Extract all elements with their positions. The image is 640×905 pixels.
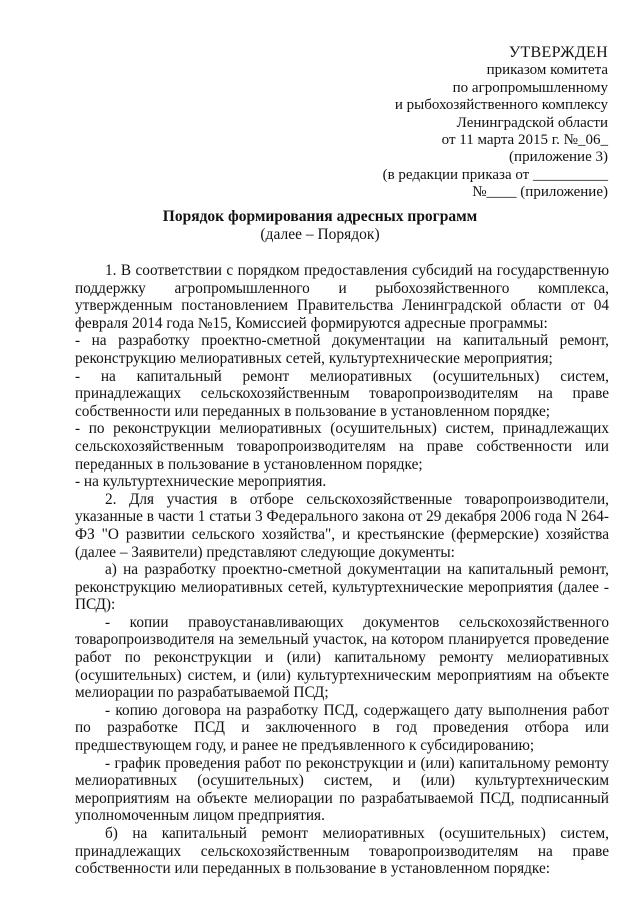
approval-line: №____ (приложение) (472, 184, 608, 201)
paragraph: б) на капитальный ремонт мелиоративных (осушительных) систем, принадлежащих сельскохозяйственным товаропроизводителям на праве собственности или переданных в пользование в установленном порядке: (75, 825, 609, 878)
list-item: - на разработку проектно-сметной документации на капитальный ремонт, реконструкцию мелиоративных сетей, культуртехнические мероприятия; (75, 332, 609, 367)
approval-line: Ленинградской области (456, 114, 608, 131)
approval-heading: УТВЕРЖДЕН (508, 44, 608, 61)
document-body (75, 262, 609, 878)
approval-line: от 11 марта 2015 г. №_06_ (441, 132, 608, 149)
approval-line: по агропромышленному (452, 79, 608, 96)
list-item: - копию договора на разработку ПСД, содержащего дату выполнения работ по разработке ПСД и заключенного в год проведения отбора или предшествующем году, и ранее не предъявленного к субсидированию; (75, 701, 609, 755)
paragraph: 2. Для участия в отборе сельскохозяйственные товаропроизводители, указанные в части 1 статьи 3 Федерального закона от 29 декабря 2006 года N 264-ФЗ "О развитии сельского хозяйства", и крестьянские (фермерские) хозяйства (далее – Заявители) представляют следующие документы: (75, 490, 609, 561)
approval-line: (в редакции приказа от __________ (382, 166, 608, 183)
approval-line: и рыбохозяйственного комплексу (394, 97, 608, 114)
list-item: - по реконструкции мелиоративных (осушительных) систем, принадлежащих сельскохозяйственным товаропроизводителям на праве собственности или переданных в пользование в установленном порядке; (75, 420, 609, 473)
document-title: Порядок формирования адресных программ (162, 208, 478, 225)
list-item: - копии правоустанавливающих документов сельскохозяйственного товаропроизводителя на земельный участок, на котором планируется проведение работ по реконструкции и (или) капитальному ремонту мелиоративных (осушительных) систем, и (или) культуртехническим мероприятиям на объекте мелиорации по разрабатываемой ПСД; (75, 613, 609, 702)
list-item: - график проведения работ по реконструкции и (или) капитальному ремонту мелиоративных (осушительных) систем, и (или) культуртехническим мероприятиям на объекте мелиорации по разрабатываемой ПСД, подписанный уполномоченным лицом предприятия. (75, 754, 609, 825)
title-block (0, 208, 640, 244)
approval-stamp (383, 44, 608, 202)
list-item: - на культуртехнические мероприятия. (75, 473, 327, 491)
approval-line: приказом комитета (486, 62, 608, 79)
approval-line: (приложение 3) (509, 149, 608, 166)
paragraph: а) на разработку проектно-сметной документации на капитальный ремонт, реконструкцию мелиоративных сетей, культуртехнические мероприятия (далее - ПСД): (75, 561, 609, 614)
paragraph: 1. В соответствии с порядком предоставления субсидий на государственную поддержку агропромышленного и рыбохозяйственного комплекса, утвержденным постановлением Правительства Ленинградской области от 04 февраля 2014 года №15, Комиссией формируются адресные программы: (75, 262, 609, 332)
list-item: - на капитальный ремонт мелиоративных (осушительных) систем, принадлежащих сельскохозяйственным товаропроизводителям на праве собственности или переданных в пользование в установленном порядке; (75, 367, 609, 420)
document-subtitle: (далее – Порядок) (260, 226, 380, 243)
